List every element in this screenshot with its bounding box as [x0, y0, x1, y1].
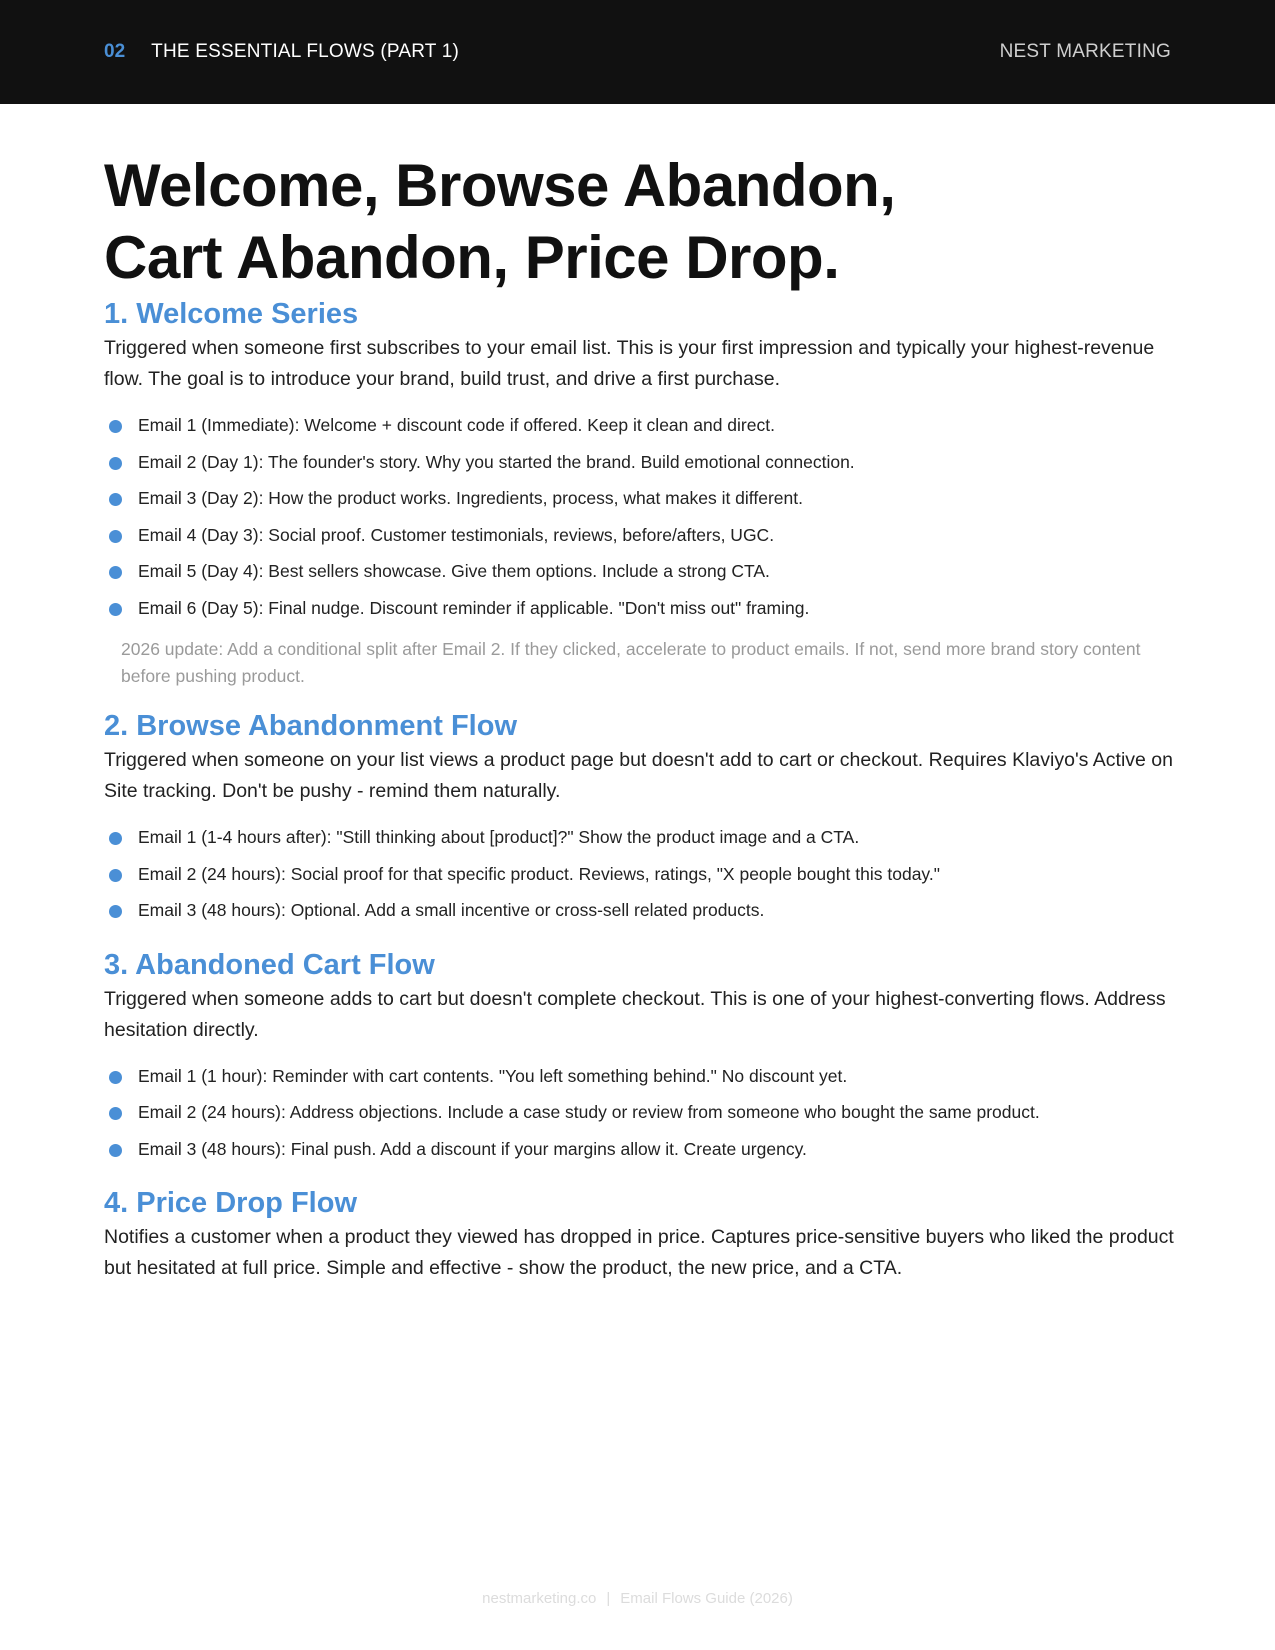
- section-intro: Triggered when someone on your list views a product page but doesn't add to cart or checkout. Requires Klaviyo's Active on Site tracking. Don't be pushy - remind them naturally.: [104, 749, 1173, 802]
- email-list: [104, 407, 1174, 626]
- bullet-dot-icon: [109, 1144, 122, 1157]
- section-heading: 1. Welcome Series: [104, 298, 359, 330]
- list-item: Email 4 (Day 3): Social proof. Customer testimonials, reviews, before/afters, UGC.: [104, 517, 1174, 554]
- page-header: [0, 0, 1275, 104]
- list-item: Email 1 (1-4 hours after): "Still thinking about [product]?" Show the product image and a CTA.: [104, 819, 1174, 856]
- bullet-dot-icon: [109, 603, 122, 616]
- bullet-dot-icon: [109, 457, 122, 470]
- list-item: Email 2 (Day 1): The founder's story. Why you started the brand. Build emotional connection.: [104, 444, 1174, 481]
- section-abandoned-cart: [104, 947, 1174, 1168]
- email-list: [104, 1058, 1174, 1168]
- footer-site-link[interactable]: nestmarketing.co: [482, 1590, 597, 1607]
- bullet-dot-icon: [109, 530, 122, 543]
- section-intro: Notifies a customer when a product they viewed has dropped in price. Captures price-sensitive buyers who liked the product but hesitated at full price. Simple and effective - show the product, the new price, and a CTA.: [104, 1226, 1174, 1279]
- list-item: Email 1 (1 hour): Reminder with cart contents. "You left something behind." No discount yet.: [104, 1058, 1174, 1095]
- list-item: Email 1 (Immediate): Welcome + discount code if offered. Keep it clean and direct.: [104, 407, 1174, 444]
- bullet-dot-icon: [109, 1071, 122, 1084]
- page-footer: [0, 1590, 1275, 1607]
- section-intro: Triggered when someone first subscribes to your email list. This is your first impression and typically your highest-revenue flow. The goal is to introduce your brand, build trust, and drive a first purchase.: [104, 337, 1155, 390]
- main-content: [104, 150, 1174, 1284]
- email-list: [104, 819, 1174, 929]
- list-item: Email 2 (24 hours): Address objections. Include a case study or review from someone who bought the same product.: [104, 1094, 1174, 1131]
- section-intro: Triggered when someone adds to cart but doesn't complete checkout. This is one of your highest-converting flows. Address hesitation directly.: [104, 987, 1166, 1041]
- section-title: THE ESSENTIAL FLOWS (PART 1): [151, 41, 460, 62]
- bullet-dot-icon: [109, 420, 122, 433]
- list-item: Email 2 (24 hours): Social proof for that specific product. Reviews, ratings, "X people bought this today.": [104, 856, 1174, 893]
- footer-separator: |: [606, 1590, 611, 1607]
- list-item: Email 5 (Day 4): Best sellers showcase. Give them options. Include a strong CTA.: [104, 553, 1174, 590]
- section-browse-abandonment: [104, 708, 1174, 929]
- section-number: 02: [104, 41, 126, 62]
- list-item: Email 6 (Day 5): Final nudge. Discount reminder if applicable. "Don't miss out" framing.: [104, 590, 1174, 627]
- update-note: 2026 update: Add a conditional split after Email 2. If they clicked, accelerate to product emails. If not, send more brand story content before pushing product.: [121, 639, 1141, 686]
- bullet-dot-icon: [109, 869, 122, 882]
- section-price-drop: [104, 1185, 1174, 1284]
- page-title: [104, 150, 1174, 294]
- section-heading: 3. Abandoned Cart Flow: [104, 948, 435, 981]
- bullet-dot-icon: [109, 905, 122, 918]
- page-title-line-1: Welcome, Browse Abandon,: [104, 152, 896, 219]
- bullet-dot-icon: [109, 1107, 122, 1120]
- section-heading: 4. Price Drop Flow: [104, 1187, 357, 1219]
- footer-guide-title: Email Flows Guide (2026): [620, 1590, 793, 1607]
- bullet-dot-icon: [109, 493, 122, 506]
- section-heading: 2. Browse Abandonment Flow: [104, 710, 518, 742]
- bullet-dot-icon: [109, 832, 122, 845]
- list-item: Email 3 (Day 2): How the product works. Ingredients, process, what makes it different.: [104, 480, 1174, 517]
- section-welcome-series: [104, 296, 1174, 690]
- list-item: Email 3 (48 hours): Final push. Add a discount if your margins allow it. Create urgency.: [104, 1131, 1174, 1168]
- page-title-line-2: Cart Abandon, Price Drop.: [104, 224, 840, 291]
- bullet-dot-icon: [109, 566, 122, 579]
- brand-name: NEST MARKETING: [999, 41, 1171, 62]
- list-item: Email 3 (48 hours): Optional. Add a small incentive or cross-sell related products.: [104, 892, 1174, 929]
